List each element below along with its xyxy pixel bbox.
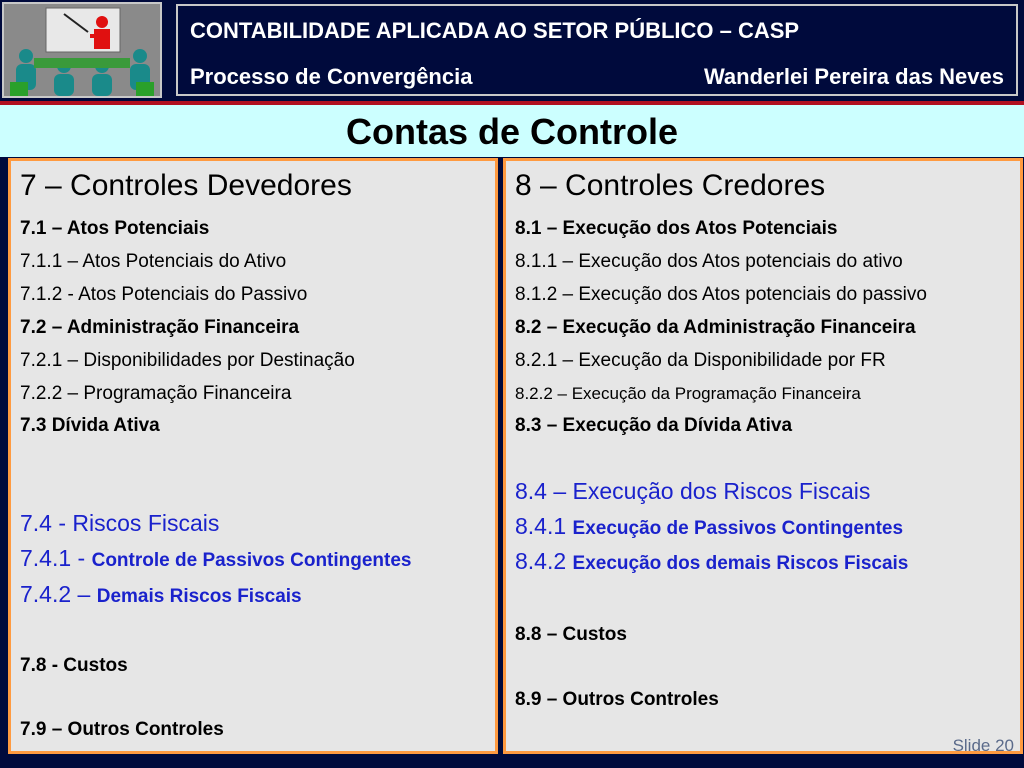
right-item-8-4-1: [515, 513, 903, 540]
right-item-8-4-2-text: Execução dos demais Riscos Fiscais: [572, 553, 909, 574]
right-item-8-2-1: 8.2.1 – Execução da Disponibilidade por FR: [515, 350, 886, 371]
left-item-7-4: 7.4 - Riscos Fiscais: [20, 510, 220, 536]
right-panel-controles-credores: [503, 158, 1023, 754]
header-title-box: [176, 4, 1018, 96]
right-item-8-4: 8.4 – Execução dos Riscos Fiscais: [515, 478, 871, 504]
left-item-7-9: 7.9 – Outros Controles: [20, 719, 224, 740]
right-item-8-8: 8.8 – Custos: [515, 624, 627, 645]
presenter-logo-icon: [2, 2, 162, 98]
course-subtitle: Processo de Convergência: [190, 64, 473, 89]
right-item-8-4-1-number: 8.4.1: [515, 513, 573, 539]
left-item-7-2: 7.2 – Administração Financeira: [20, 317, 300, 338]
left-item-7-8: 7.8 - Custos: [20, 655, 128, 676]
left-item-7-3: 7.3 Dívida Ativa: [20, 415, 160, 436]
left-item-7-2-1: 7.2.1 – Disponibilidades por Destinação: [20, 350, 355, 371]
right-item-8-4-1-text: Execução de Passivos Contingentes: [572, 518, 904, 539]
right-item-8-9: 8.9 – Outros Controles: [515, 689, 719, 710]
course-title: CONTABILIDADE APLICADA AO SETOR PÚBLICO – CASP: [190, 18, 800, 43]
left-item-7-4-1-text: Controle de Passivos Contingentes: [91, 550, 412, 571]
page-title: Contas de Controle: [345, 111, 678, 152]
left-item-7-1-1: 7.1.1 – Atos Potenciais do Ativo: [20, 251, 287, 272]
header-band: [0, 0, 1024, 100]
left-item-7-4-2: [20, 581, 302, 608]
right-item-8-2-2: 8.2.2 – Execução da Programação Financeira: [515, 384, 861, 403]
heading-band: [0, 105, 1024, 157]
left-item-7-4-2-text: Demais Riscos Fiscais: [96, 586, 302, 607]
right-item-8-3: 8.3 – Execução da Dívida Ativa: [515, 415, 793, 436]
left-item-7-4-1-number: 7.4.1 -: [20, 545, 92, 571]
left-item-7-4-1: [20, 545, 412, 572]
right-item-8-4-2: [515, 548, 908, 575]
right-item-8-1: 8.1 – Execução dos Atos Potenciais: [515, 218, 838, 239]
left-item-7-2-2: 7.2.2 – Programação Financeira: [20, 383, 292, 404]
left-item-7-4-2-number: 7.4.2 –: [20, 581, 97, 607]
left-panel-title: 7 – Controles Devedores: [20, 169, 352, 202]
right-item-8-1-1: 8.1.1 – Execução dos Atos potenciais do ativo: [515, 251, 903, 272]
left-panel-controles-devedores: [8, 158, 498, 754]
right-item-8-1-2: 8.1.2 – Execução dos Atos potenciais do passivo: [515, 284, 927, 305]
right-panel-title: 8 – Controles Credores: [515, 169, 826, 202]
right-item-8-4-2-number: 8.4.2: [515, 548, 573, 574]
right-item-8-2: 8.2 – Execução da Administração Financeira: [515, 317, 916, 338]
left-item-7-1: 7.1 – Atos Potenciais: [20, 218, 210, 239]
left-item-7-1-2: 7.1.2 - Atos Potenciais do Passivo: [20, 284, 308, 305]
author-name: Wanderlei Pereira das Neves: [703, 64, 1004, 89]
slide-number: Slide 20: [952, 736, 1014, 755]
